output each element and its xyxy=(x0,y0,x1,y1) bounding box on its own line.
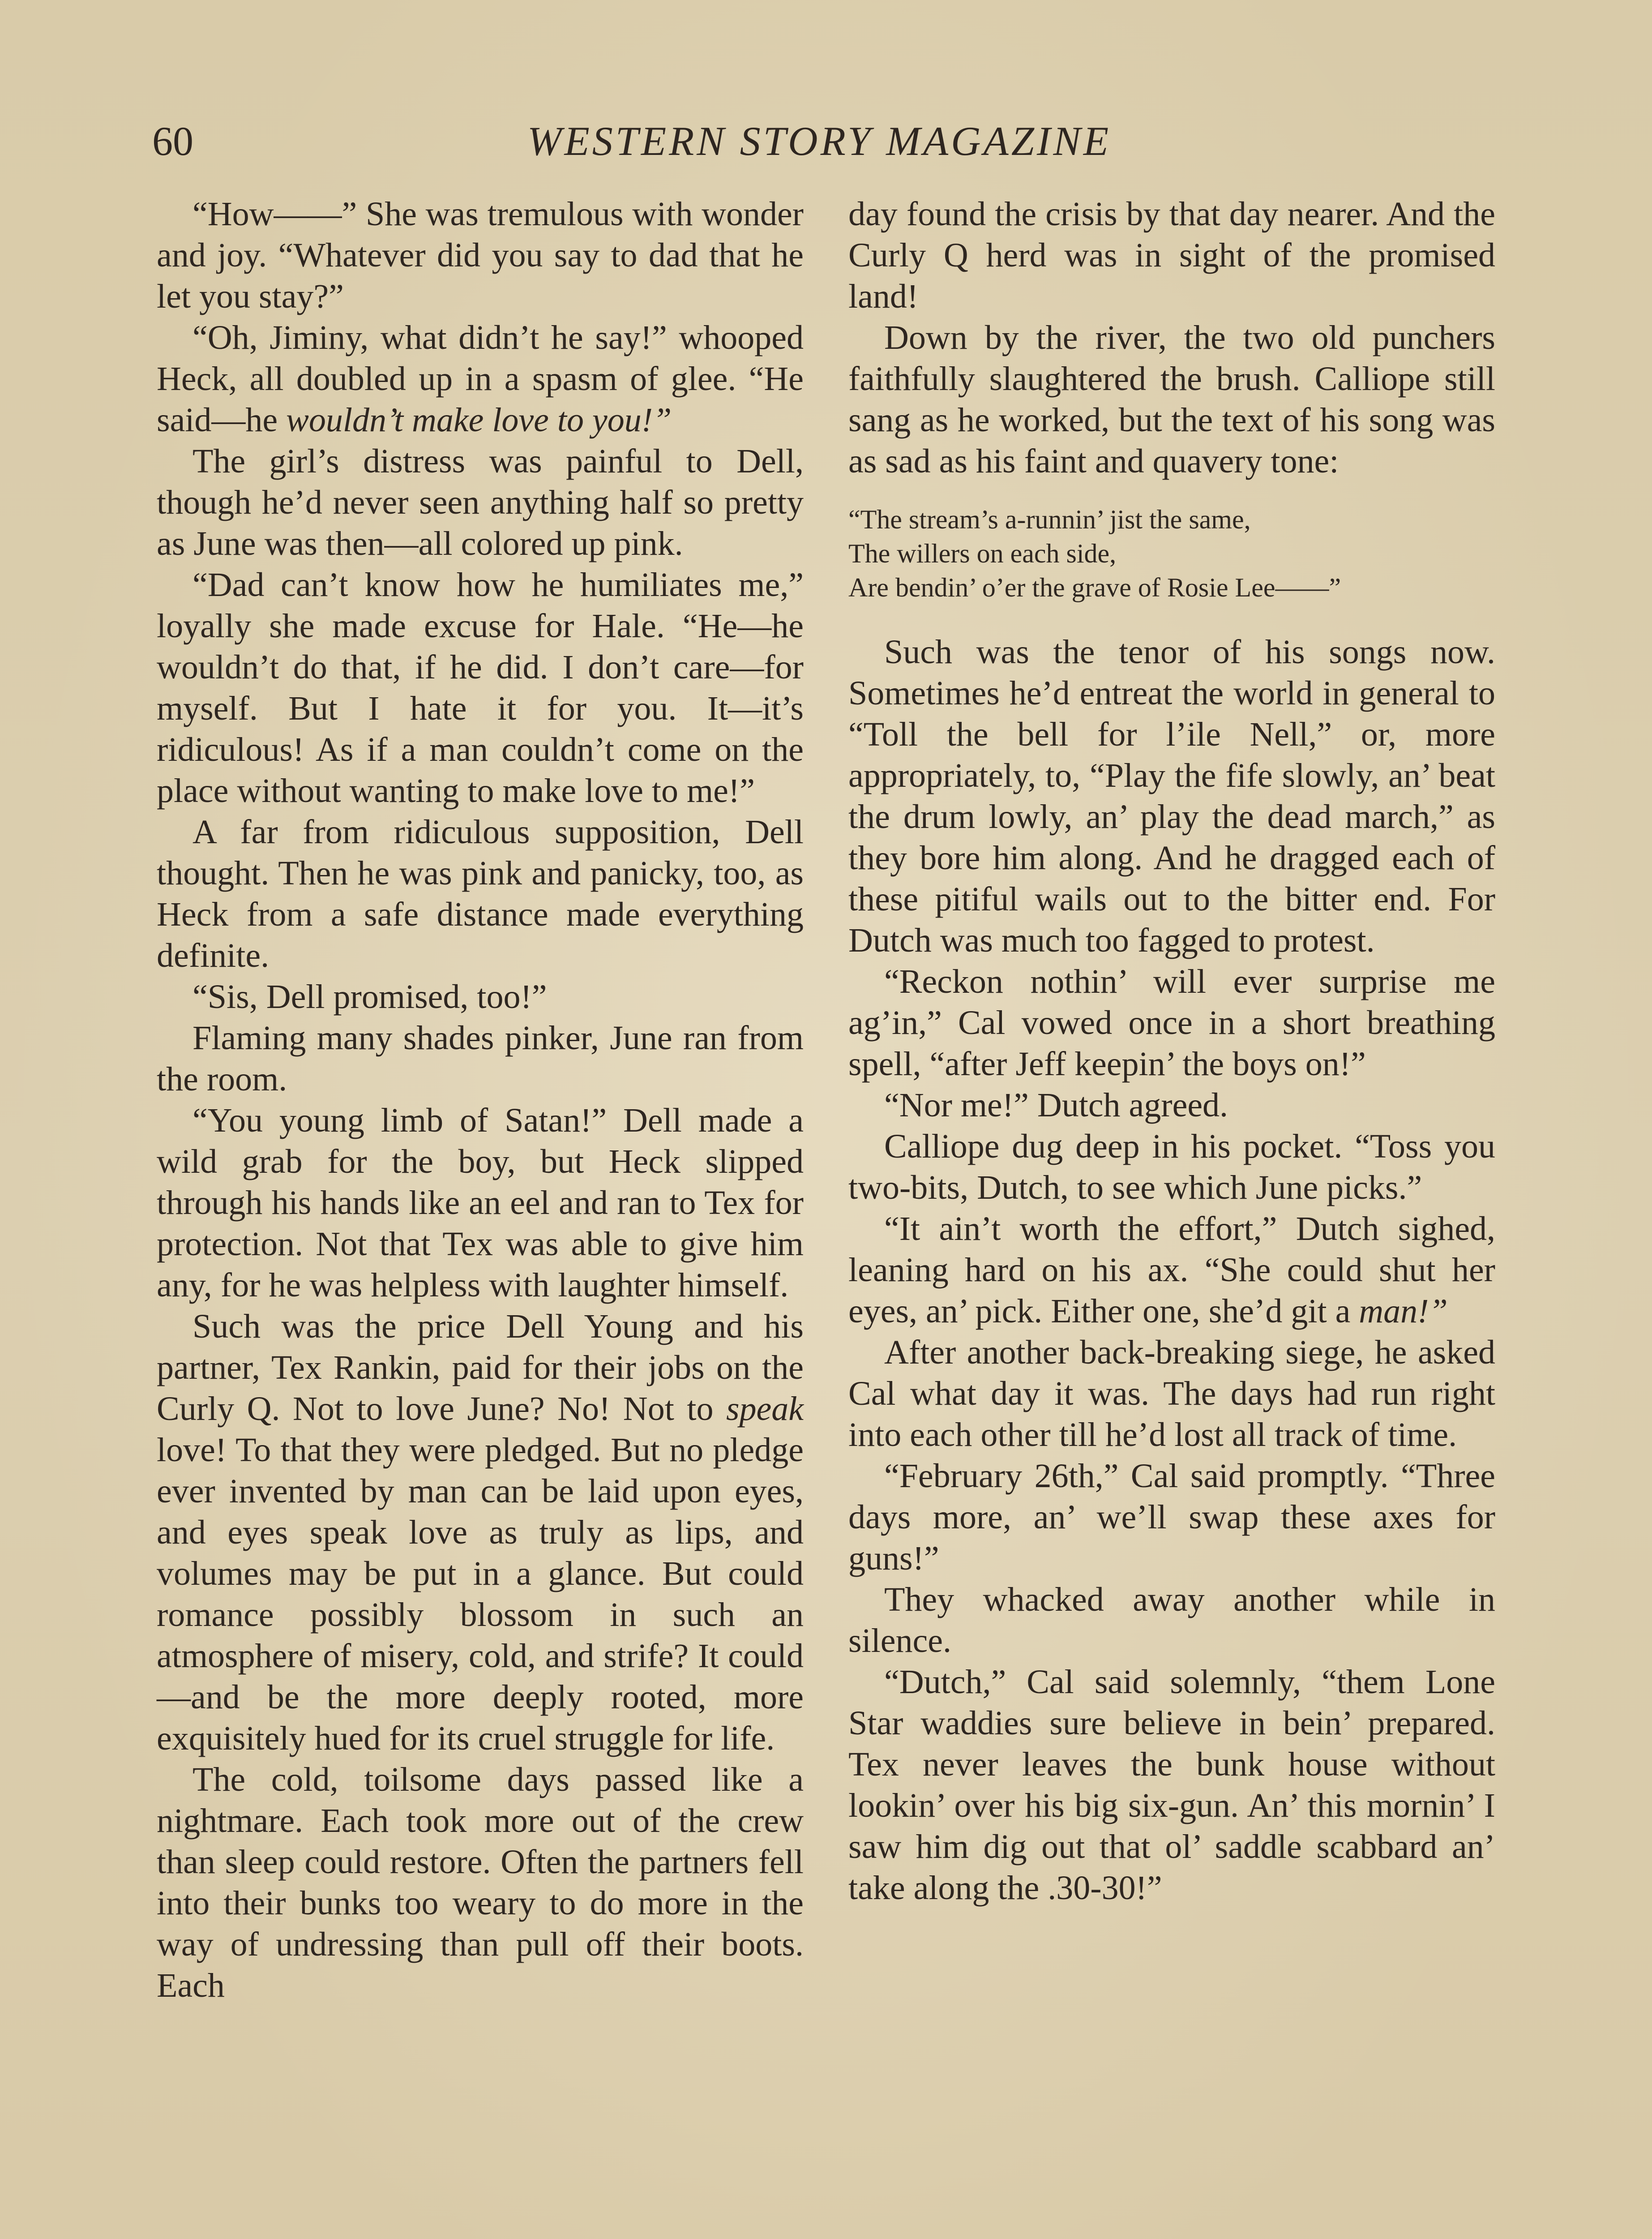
paragraph: “February 26th,” Cal said promptly. “Three days more, an’ we’ll swap these axes for guns!” xyxy=(848,1457,1495,1577)
paragraph: “You young limb of Satan!” Dell made a wild grab for the boy, but Heck slipped through his hands like an eel and ran to Tex for protection. Not that Tex was able to give him any, for he was helpless with laughter himself. xyxy=(157,1102,804,1304)
paragraph: Flaming many shades pinker, June ran from the room. xyxy=(157,1019,804,1098)
italic-text: speak xyxy=(726,1390,804,1428)
paragraph: They whacked away another while in silence. xyxy=(848,1581,1495,1660)
paragraph-text: Such was the price Dell Young and his partner, Tex Rankin, paid for their jobs on the Curly Q. Not to love June? No! Not to xyxy=(157,1308,804,1428)
verse-line: Are bendin’ o’er the grave of Rosie Lee——” xyxy=(848,573,1341,602)
paragraph xyxy=(848,1208,1495,1332)
paragraph: “Reckon nothin’ will ever surprise me ag’in,” Cal vowed once in a short breathing spell, “after Jeff keepin’ the boys on!” xyxy=(848,963,1495,1083)
paragraph: Such was the tenor of his songs now. Sometimes he’d entreat the world in general to “Toll the bell for l’ile Nell,” or, more appropriately, to, “Play the fife slowly, an’ beat the drum lowly, an’ play the dead march,” as they bore him along. And he dragged each of these pitiful wails out to the bitter end. For Dutch was much too fagged to protest. xyxy=(848,633,1495,959)
verse-line: “The stream’s a-runnin’ jist the same, xyxy=(848,505,1251,534)
paragraph: Down by the river, the two old punchers faithfully slaughtered the brush. Calliope still sang as he worked, but the text of his song was as sad as his faint and quavery tone: xyxy=(848,319,1495,480)
left-column xyxy=(157,193,804,2006)
page-header xyxy=(152,112,1486,179)
paragraph: A far from ridiculous supposition, Dell thought. Then he was pink and panicky, too, as Heck from a safe distance made everything definite. xyxy=(157,813,804,974)
verse-line: The willers on each side, xyxy=(848,539,1117,568)
paragraph: “Sis, Dell promised, too!” xyxy=(193,978,547,1016)
right-column xyxy=(848,193,1495,1909)
paragraph: “Dad can’t know how he humiliates me,” loyally she made excuse for Hale. “He—he wouldn’t do that, if he did. I don’t care—for myself. But I hate it for you. It—it’s ridiculous! As if a man couldn’t come on the place without wanting to make love to me!” xyxy=(157,566,804,810)
paragraph-continued: day found the crisis by that day nearer. And the Curly Q herd was in sight of the promised land! xyxy=(848,195,1495,315)
paragraph-text: “Oh, Jiminy, what didn’t he say!” whooped Heck, all doubled up in a spasm of glee. “He said—he xyxy=(157,319,804,439)
paragraph xyxy=(157,1306,804,1759)
paragraph: Calliope dug deep in his pocket. “Toss you two-bits, Dutch, to see which June picks.” xyxy=(848,1128,1495,1206)
paragraph: After another back-breaking siege, he asked Cal what day it was. The days had run right into each other till he’d lost all track of time. xyxy=(848,1334,1495,1454)
paragraph: “Nor me!” Dutch agreed. xyxy=(884,1086,1228,1124)
song-verse xyxy=(848,502,1495,605)
paragraph-text: “It ain’t worth the effort,” Dutch sighed, leaning hard on his ax. “She could shut her eyes, an’ pick. Either one, she’d git a xyxy=(848,1210,1495,1330)
paragraph: The cold, toilsome days passed like a nightmare. Each took more out of the crew than sleep could restore. Often the partners fell into their bunks too weary to do more in the way of undressing than pull off their boots. Each xyxy=(157,1761,804,2004)
page-number: 60 xyxy=(152,118,193,164)
paragraph: “Dutch,” Cal said solemnly, “them Lone Star waddies sure believe in bein’ prepared. Tex never leaves the bunk house without lookin’ over his big six-gun. An’ this mornin’ I saw him dig out that ol’ saddle scabbard an’ take along the .30-30!” xyxy=(848,1663,1495,1907)
italic-text: wouldn’t make love to you!” xyxy=(286,401,672,439)
paragraph: The girl’s distress was painful to Dell, though he’d never seen anything half so pretty as June was then—all colored up pink. xyxy=(157,442,804,562)
paragraph: “How——” She was tremulous with wonder and joy. “Whatever did you say to dad that he let you stay?” xyxy=(157,195,804,315)
italic-text: man!” xyxy=(1359,1292,1448,1330)
paragraph-text: love! To that they were pledged. But no pledge ever invented by man can be laid upon eyes, and eyes speak love as truly as lips, and volumes may be put in a glance. But could romance possibly blossom in such an atmosphere of misery, cold, and strife? It could—and be the more deeply rooted, more exquisitely hued for its cruel struggle for life. xyxy=(157,1431,804,1757)
magazine-title: WESTERN STORY MAGAZINE xyxy=(527,118,1112,164)
paragraph xyxy=(157,317,804,441)
